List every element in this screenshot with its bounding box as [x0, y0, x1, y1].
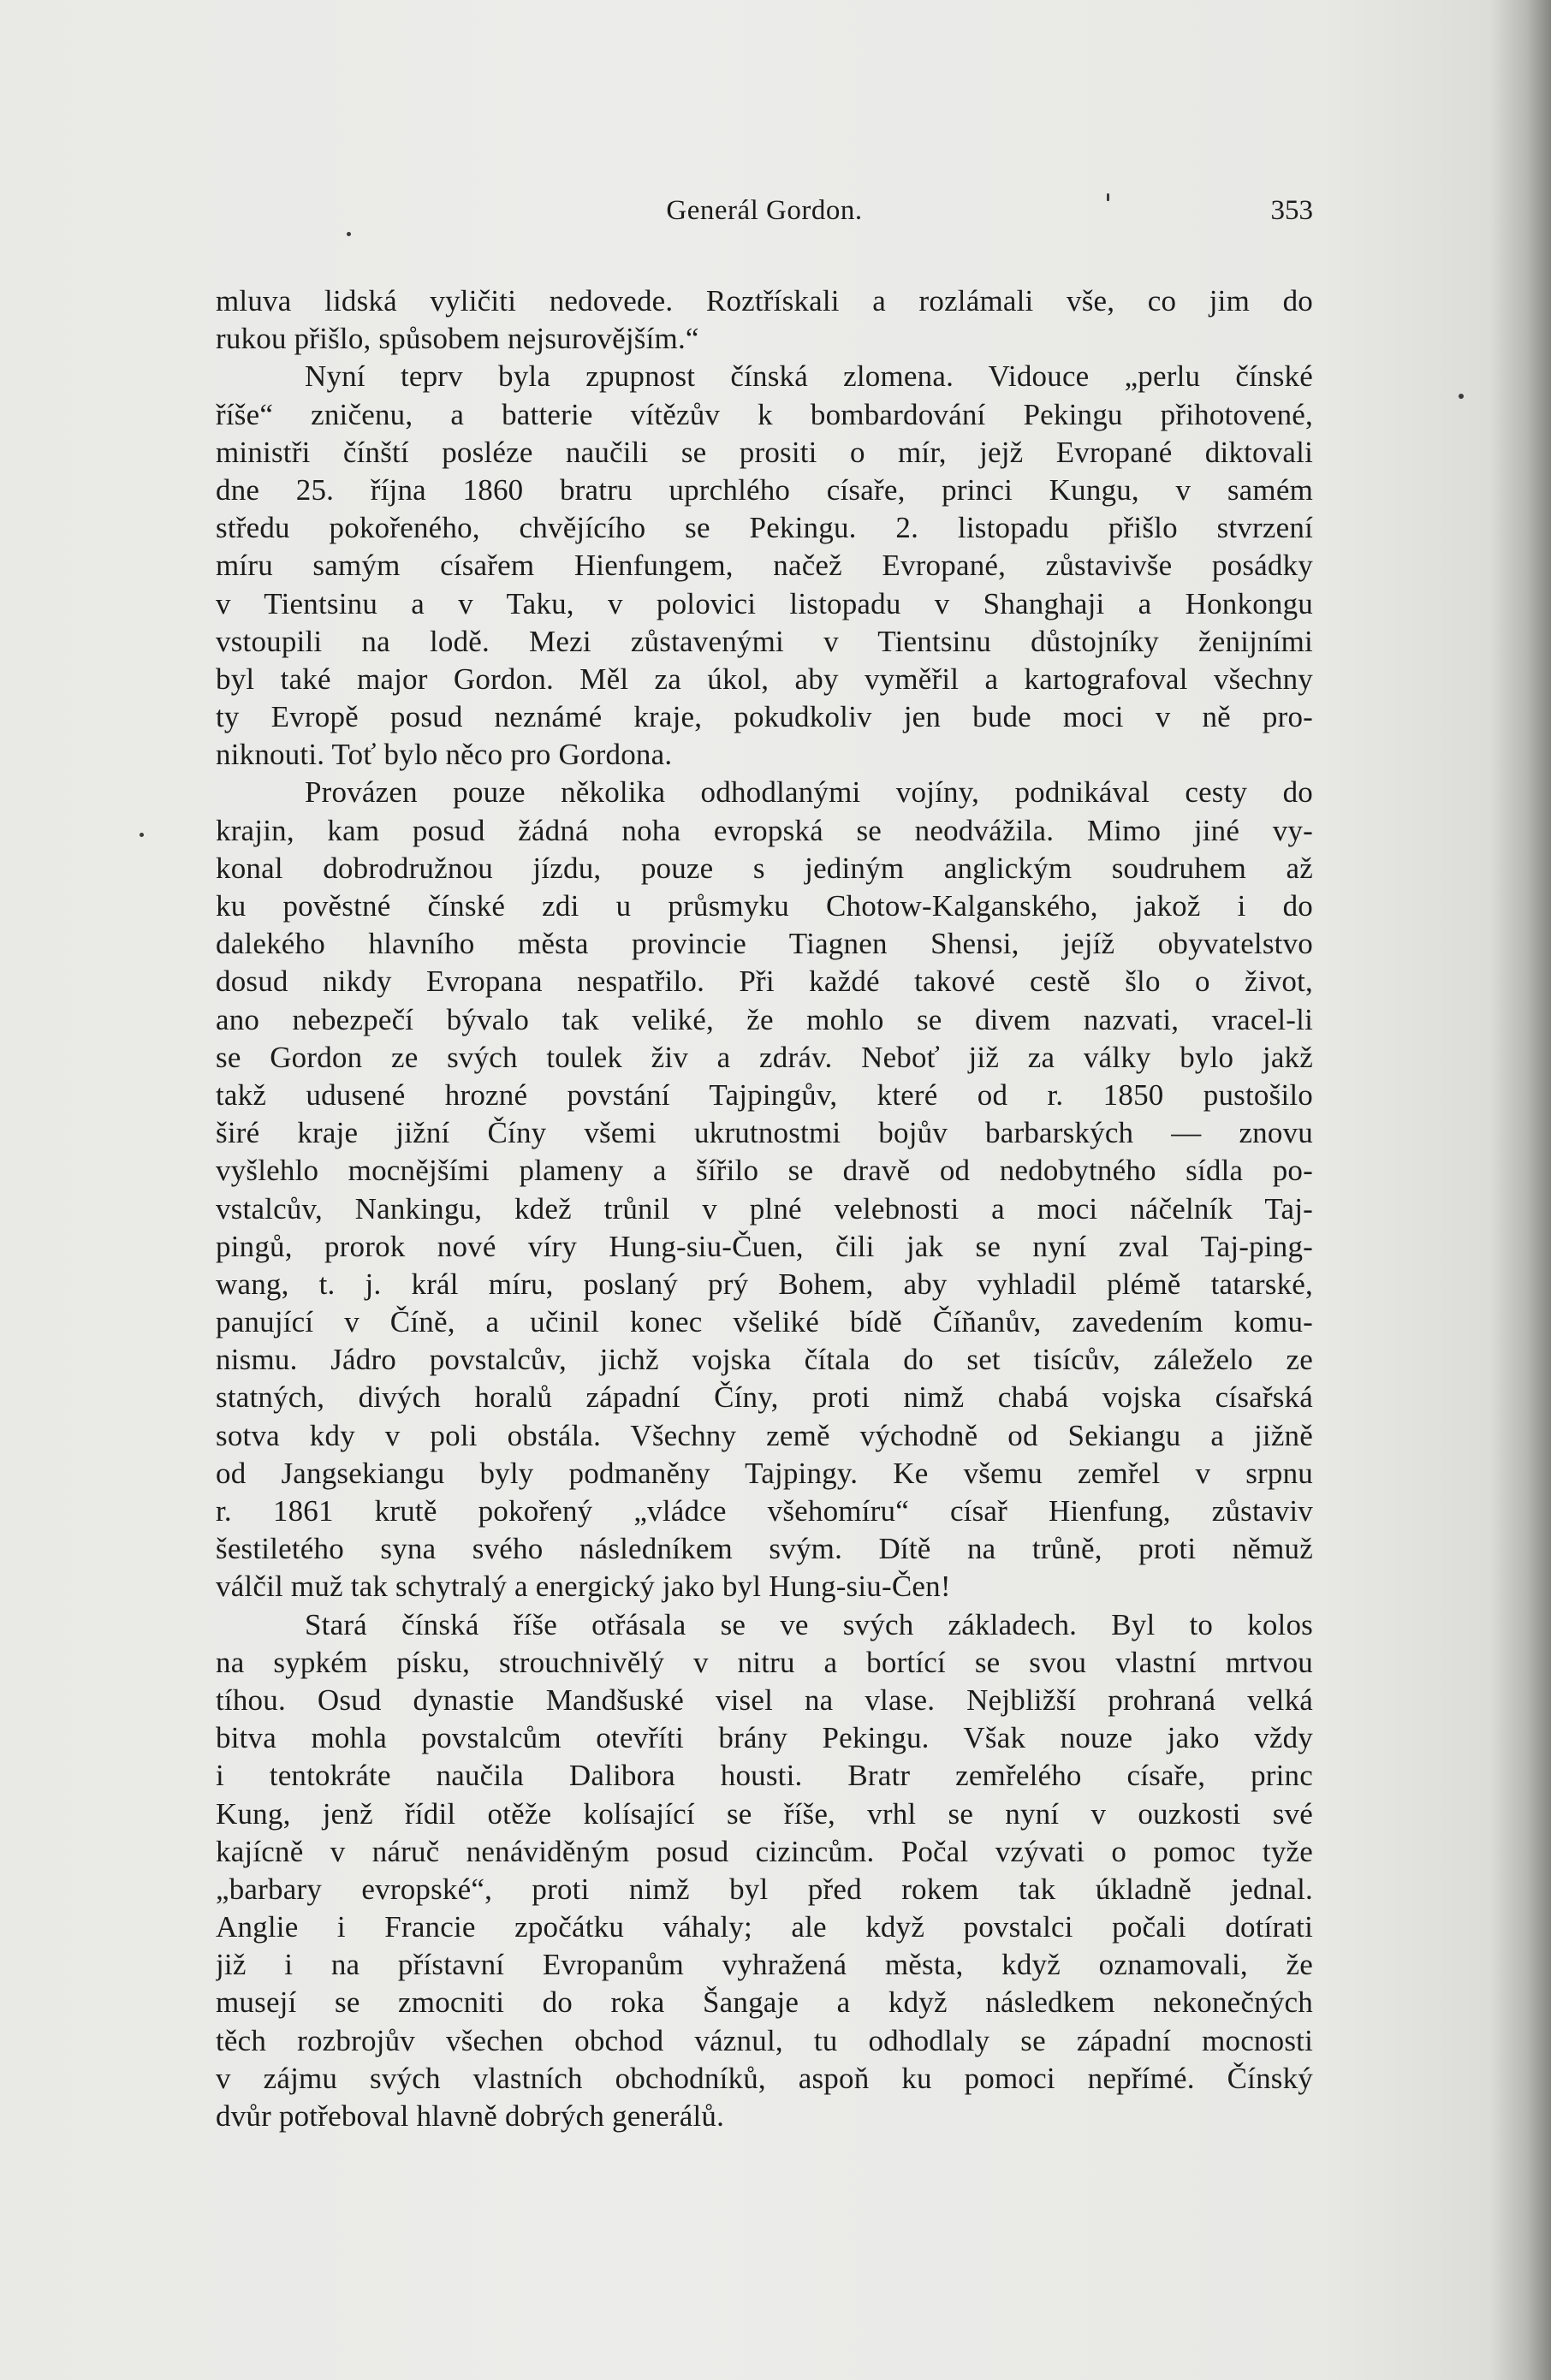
text-line: vstalcův, Nankingu, kdež trůnil v plné velebnosti a moci náčelník Taj-	[216, 1191, 1313, 1226]
page-number: 353	[1270, 195, 1313, 226]
page-header	[216, 195, 1313, 243]
text-line: se Gordon ze svých toulek živ a zdráv. Neboť již za války bylo jakž	[216, 1040, 1313, 1074]
running-title: Generál Gordon.	[666, 195, 863, 226]
text-line: statných, divých horalů západní Číny, proti nimž chabá vojska císařská	[216, 1380, 1313, 1415]
text-line: byl také major Gordon. Měl za úkol, aby vyměřil a kartografoval všechny	[216, 662, 1313, 696]
text-line: těch rozbrojův všechen obchod váznul, tu odhodlaly se západní mocnosti	[216, 2023, 1313, 2057]
text-line: ano nebezpečí bývalo tak veliké, že mohlo se divem nazvati, vracel-li	[216, 1002, 1313, 1036]
text-line: vstoupili na lodě. Mezi zůstavenými v Tientsinu důstojníky ženijními	[216, 624, 1313, 658]
text-line: v zájmu svých vlastních obchodníků, aspoň ku pomoci nepřímé. Čínský	[216, 2061, 1313, 2095]
text-line: válčil muž tak schytralý a energický jako byl Hung-siu-Čen!	[216, 1570, 951, 1604]
print-speck	[347, 232, 351, 236]
text-line: Provázen pouze několika odhodlanými vojíny, podnikával cesty do	[305, 775, 1313, 810]
text-line: krajin, kam posud žádná noha evropská se neodvážila. Mimo jiné vy-	[216, 813, 1313, 847]
text-line: dne 25. října 1860 bratru uprchlého císaře, princi Kungu, v samém	[216, 472, 1313, 507]
text-line: musejí se zmocniti do roka Šangaje a když následkem nekonečných	[216, 1985, 1313, 2020]
text-line: širé kraje jižní Číny všemi ukrutnostmi bojův barbarských — znovu	[216, 1116, 1313, 1150]
text-line: pingů, prorok nové víry Hung-siu-Čuen, čili jak se nyní zval Taj-ping-	[216, 1229, 1313, 1263]
text-line: wang, t. j. král míru, poslaný prý Bohem, aby vyhladil plémě tatarské,	[216, 1267, 1313, 1301]
text-line: šestiletého syna svého následníkem svým. Dítě na trůně, proti němuž	[216, 1532, 1313, 1566]
text-line: kajícně v náruč nenáviděným posud cizincům. Počal vzývati o pomoc tyže	[216, 1834, 1313, 1868]
text-line: Kung, jenž řídil otěže kolísající se říše, vrhl se nyní v ouzkosti své	[216, 1796, 1313, 1831]
text-line: takž udusené hrozné povstání Tajpingův, které od r. 1850 pustošilo	[216, 1077, 1313, 1112]
page-edge-shadow	[1491, 0, 1551, 2380]
text-line: konal dobrodružnou jízdu, pouze s jediným anglickým soudruhem až	[216, 851, 1313, 885]
text-line: bitva mohla povstalcům otevříti brány Pekingu. Však nouze jako vždy	[216, 1721, 1313, 1755]
text-line: v Tientsinu a v Taku, v polovici listopadu v Shanghaji a Honkongu	[216, 586, 1313, 620]
text-line: středu pokořeného, chvějícího se Pekingu. 2. listopadu přišlo stvrzení	[216, 511, 1313, 545]
print-speck	[1459, 394, 1464, 399]
text-line: i tentokráte naučila Dalibora housti. Bratr zemřelého císaře, princ	[216, 1759, 1313, 1793]
print-speck	[140, 833, 144, 837]
text-line: panující v Číně, a učinil konec všeliké bídě Číňanův, zavedením komu-	[216, 1305, 1313, 1339]
text-line: mluva lidská vyličiti nedovede. Roztřískali a rozlámali vše, co jim do	[216, 284, 1313, 318]
text-line: rukou přišlo, spůsobem nejsurovějším.“	[216, 322, 699, 356]
text-line: dvůr potřeboval hlavně dobrých generálů.	[216, 2099, 725, 2133]
body-text	[216, 282, 1313, 2135]
text-line: tíhou. Osud dynastie Mandšuské visel na vlase. Nejbližší prohraná velká	[216, 1683, 1313, 1717]
text-line: Stará čínská říše otřásala se ve svých základech. Byl to kolos	[305, 1607, 1313, 1641]
text-line: dalekého hlavního města provincie Tiagnen Shensi, jejíž obyvatelstvo	[216, 927, 1313, 961]
text-line: Anglie i Francie zpočátku váhaly; ale když povstalci počali dotírati	[216, 1910, 1313, 1944]
text-line: dosud nikdy Evropana nespatřilo. Při každé takové cestě šlo o život,	[216, 964, 1313, 999]
text-line: Nyní teprv byla zpupnost čínská zlomena. Vidouce „perlu čínské	[305, 359, 1313, 394]
text-line: vyšlehlo mocnějšími plameny a šířilo se dravě od nedobytného sídla po-	[216, 1154, 1313, 1188]
text-line: na sypkém písku, strouchnivělý v nitru a bortící se svou vlastní mrtvou	[216, 1645, 1313, 1679]
text-line: nismu. Jádro povstalcův, jichž vojska čítala do set tisícův, záleželo ze	[216, 1343, 1313, 1377]
print-speck	[1107, 193, 1109, 201]
text-line: říše“ zničenu, a batterie vítězův k bombardování Pekingu přihotovené,	[216, 397, 1313, 431]
text-line: již i na přístavní Evropanům vyhražená města, když oznamovali, že	[216, 1948, 1313, 1982]
text-line: od Jangsekiangu byly podmaněny Tajpingy. Ke všemu zemřel v srpnu	[216, 1456, 1313, 1490]
text-line: sotva kdy v poli obstála. Všechny země východně od Sekiangu a jižně	[216, 1418, 1313, 1452]
text-line: ty Evropě posud neznámé kraje, pokudkoliv jen bude moci v ně pro-	[216, 700, 1313, 734]
text-line: míru samým císařem Hienfungem, načež Evropané, zůstavivše posádky	[216, 549, 1313, 583]
text-line: ministři čínští posléze naučili se prositi o mír, jejž Evropané diktovali	[216, 435, 1313, 469]
text-line: niknouti. Toť bylo něco pro Gordona.	[216, 738, 673, 772]
text-line: „barbary evropské“, proti nimž byl před rokem tak úkladně jednal.	[216, 1872, 1313, 1906]
text-line: ku pověstné čínské zdi u průsmyku Chotow-Kalganského, jakož i do	[216, 889, 1313, 923]
text-line: r. 1861 krutě pokořený „vládce všehomíru“ císař Hienfung, zůstaviv	[216, 1494, 1313, 1528]
